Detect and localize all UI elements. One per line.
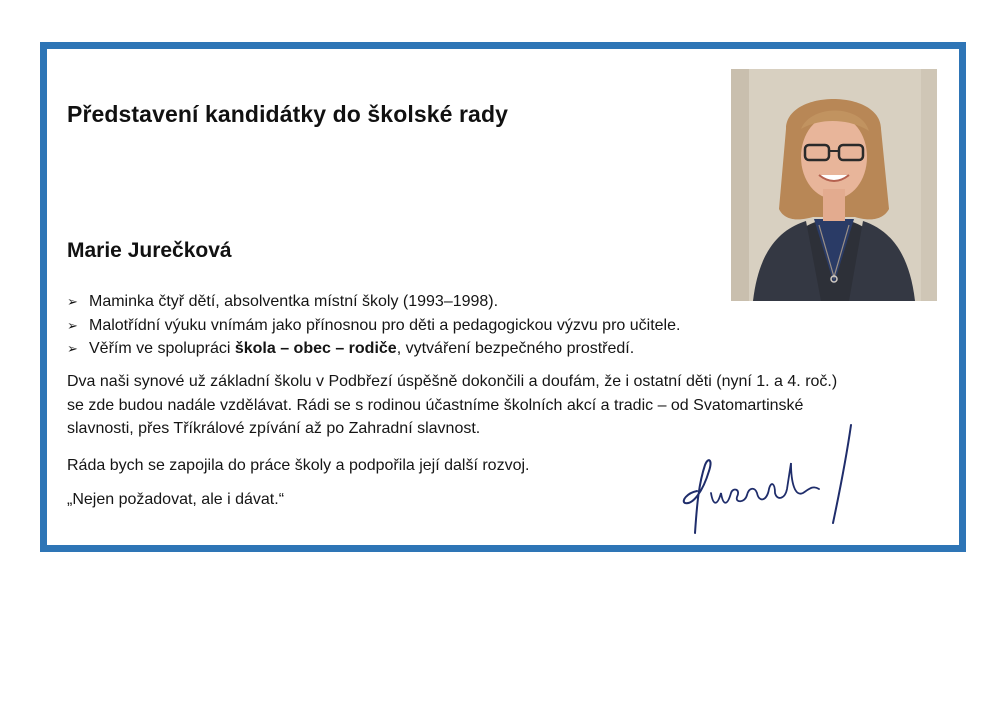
intro-paragraph: Dva naši synové už základní školu v Podbřezí úspěšně dokončili a doufám, že i ostatní děti (nyní 1. a 4. roč.) se zde budou nadále vzdělávat. Rádi se s rodinou účastníme školních akcí a tradic – od Svatomartinské slavnosti, přes Tříkrálové zpívání až po Zahradní slavnost. bbox=[67, 373, 838, 437]
candidate-name: Marie Jurečková bbox=[67, 239, 232, 262]
bullet-text: Malotřídní výuku vnímám jako přínosnou pro děti a pedagogickou výzvu pro učitele. bbox=[89, 316, 681, 334]
commitment-paragraph: Ráda bych se zapojila do práce školy a podpořila její další rozvoj. bbox=[67, 457, 530, 474]
bullet-text bbox=[89, 337, 634, 361]
list-item bbox=[67, 337, 680, 361]
signature bbox=[675, 423, 855, 541]
bullet-text-end: , vytváření bezpečného prostředí. bbox=[396, 340, 635, 357]
list-item bbox=[67, 290, 680, 314]
bullet-text-bold: škola – obec – rodiče bbox=[234, 340, 397, 357]
bullet-text: Maminka čtyř dětí, absolventka místní školy (1993–1998). bbox=[89, 293, 499, 310]
list-item bbox=[67, 314, 680, 338]
motto-quote: „Nejen požadovat, ale i dávat.“ bbox=[67, 491, 285, 508]
candidate-photo bbox=[731, 69, 937, 301]
arrow-bullet-icon: ➢ bbox=[67, 294, 78, 309]
arrow-bullet-icon: ➢ bbox=[67, 317, 78, 333]
candidate-card bbox=[40, 42, 966, 552]
arrow-bullet-icon: ➢ bbox=[67, 341, 78, 356]
bullet-list bbox=[67, 290, 680, 361]
page-title: Představení kandidátky do školské rady bbox=[67, 101, 508, 127]
bullet-text-start: Věřím ve spolupráci bbox=[89, 340, 235, 357]
